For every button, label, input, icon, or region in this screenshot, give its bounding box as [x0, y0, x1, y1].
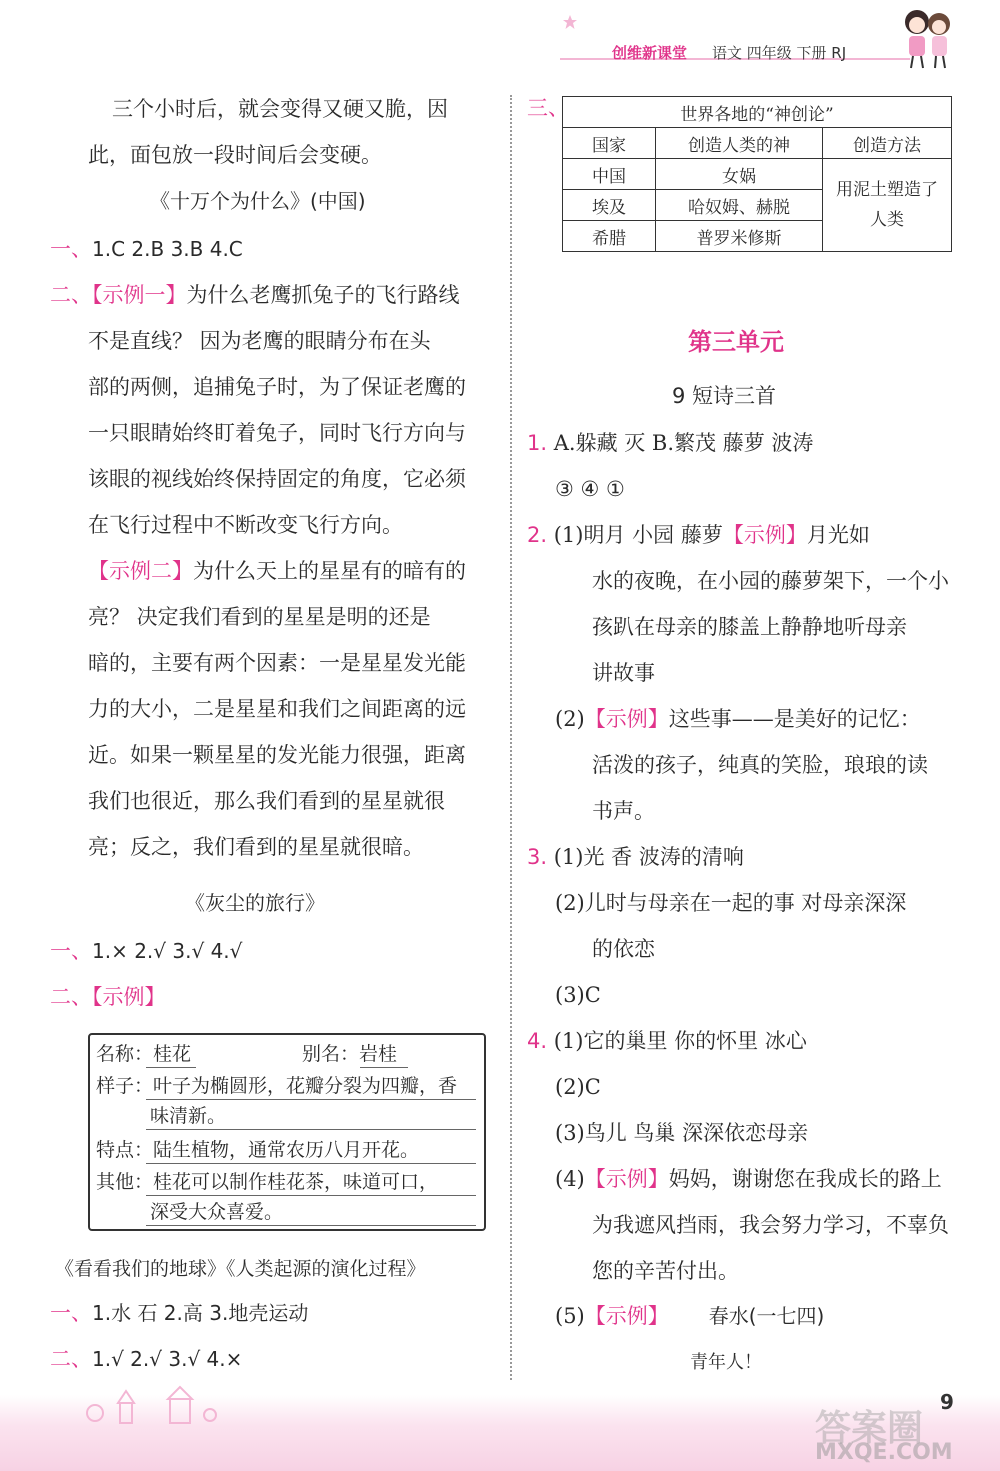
- star-icon: [562, 14, 578, 30]
- answer-text: 1.C 2.B 3.B 4.C: [92, 237, 243, 261]
- table-cell-method: 用泥土塑造了人类: [823, 159, 952, 252]
- creation-myth-table: [562, 96, 952, 252]
- example-tag: 【示例】: [584, 1167, 669, 1191]
- answer-number: 4.: [527, 1029, 548, 1053]
- text-line: (3)C: [555, 983, 601, 1007]
- answer-row: [527, 519, 870, 551]
- underline: [146, 1195, 476, 1196]
- text-line: 孩趴在母亲的膝盖上静静地听母亲: [592, 615, 907, 639]
- table-cell: 哈奴姆、赫脱: [656, 190, 823, 221]
- underline: [146, 1099, 476, 1100]
- card-row: 味清新。: [150, 1105, 227, 1127]
- answer-row: [527, 1025, 807, 1057]
- table-header: 国家: [563, 128, 656, 159]
- answer-text: 为什么天上的星星有的暗有的: [193, 559, 466, 583]
- text-line: 亮；反之，我们看到的星星就很暗。: [88, 835, 424, 859]
- card-row: 样子：叶子为椭圆形，花瓣分裂为四瓣，香: [96, 1075, 458, 1097]
- text-line: 我们也很近，那么我们看到的星星就很: [88, 789, 445, 813]
- answer-row: [50, 935, 242, 967]
- answer-number: 2.: [527, 523, 548, 547]
- answer-text: 妈妈，谢谢您在我成长的路上: [668, 1167, 942, 1191]
- card-row: 其他：桂花可以制作桂花茶，味道可口，: [96, 1171, 439, 1193]
- text-line: 活泼的孩子，纯真的笑脸，琅琅的读: [592, 753, 928, 777]
- answer-text: (1)明月 小园 藤萝: [553, 523, 723, 547]
- question-label: 二、: [50, 1347, 92, 1371]
- card-name: 名称：桂花: [96, 1043, 192, 1065]
- text-line: 为我遮风挡雨，我会努力学习，不辜负: [592, 1213, 949, 1237]
- answer-text: (1)光 香 波涛的清响: [553, 845, 744, 869]
- card-row: [96, 1039, 191, 1069]
- section-title: 《灰尘的旅行》: [185, 891, 325, 915]
- brand-name: 创维新课堂: [612, 44, 688, 62]
- table-header: 创造人类的神: [656, 128, 823, 159]
- poem-title: 春水(一七四): [708, 1304, 825, 1328]
- answer-text: (1)它的巢里 你的怀里 冰心: [553, 1029, 807, 1053]
- answer-text: 1.× 2.√ 3.√ 4.√: [92, 939, 243, 963]
- answer-text: 为什么老鹰抓兔子的飞行路线: [186, 283, 460, 307]
- section-title: 《看看我们的地球》《人类起源的演化过程》: [55, 1258, 426, 1280]
- text-line: 在飞行过程中不断改变飞行方向。: [88, 513, 403, 537]
- text-line: 力的大小，二是星星和我们之间距离的远: [88, 697, 466, 721]
- text-line: 近。如果一颗星星的发光能力很强，距离: [88, 743, 466, 767]
- table-header: 创造方法: [823, 128, 952, 159]
- text-line: 一只眼睛始终盯着兔子，同时飞行方向与: [88, 421, 466, 445]
- answer-text: (4): [555, 1167, 585, 1191]
- text-line: 部的两侧，追捕兔子时，为了保证老鹰的: [88, 375, 466, 399]
- text-line: 亮？ 决定我们看到的星星是明的还是: [88, 605, 431, 629]
- question-label: 一、: [50, 1301, 92, 1325]
- table-cell: 普罗米修斯: [656, 221, 823, 252]
- text-line: 书声。: [592, 799, 655, 823]
- answer-text: (2): [555, 707, 585, 731]
- table-cell: 中国: [563, 159, 656, 190]
- example-tag: 【示例】: [584, 707, 669, 731]
- underline: [146, 1129, 476, 1130]
- answer-text: A.躲藏 灭 B.繁茂 藤萝 波涛: [553, 431, 814, 455]
- answer-row: [527, 427, 813, 459]
- answer-row: [50, 981, 166, 1013]
- answer-row: [50, 279, 460, 311]
- card-row: 特点：陆生植物，通常农历八月开花。: [96, 1139, 420, 1161]
- underline: [146, 1163, 476, 1164]
- unit-title: 第三单元: [688, 328, 784, 356]
- answer-row: [88, 555, 466, 587]
- table-cell: 女娲: [656, 159, 823, 190]
- question-label: 一、: [50, 939, 92, 963]
- answer-row: [555, 1300, 824, 1332]
- answer-text: 1.水 石 2.高 3.地壳运动: [92, 1301, 309, 1325]
- lesson-title: 9 短诗三首: [672, 384, 777, 408]
- answer-row: [555, 703, 921, 735]
- castle-decoration-icon: [80, 1385, 230, 1425]
- column-divider: [510, 95, 512, 1380]
- answer-text: 月光如: [806, 523, 870, 547]
- question-label: 三、: [527, 96, 569, 120]
- answer-number: 1.: [527, 431, 548, 455]
- section-title: 《十万个为什么》(中国): [150, 189, 366, 213]
- text-line: 暗的，主要有两个因素：一是星星发光能: [88, 651, 466, 675]
- answer-text: (5): [555, 1304, 585, 1328]
- text-line: 不是直线？ 因为老鹰的眼睛分布在头: [88, 329, 431, 353]
- underline: [146, 1225, 476, 1226]
- underline: [360, 1067, 408, 1068]
- text-line: (3)鸟儿 鸟巢 深深依恋母亲: [555, 1121, 809, 1145]
- text-line: ③ ④ ①: [555, 477, 625, 501]
- table-title: 世界各地的“神创论”: [563, 97, 952, 128]
- answer-row: [50, 233, 243, 265]
- plant-card: [88, 1033, 486, 1231]
- question-label: 一、: [50, 237, 92, 261]
- example-tag: 【示例一】: [92, 283, 187, 307]
- text-line: (2)儿时与母亲在一起的事 对母亲深深: [555, 891, 907, 915]
- text-line: 讲故事: [592, 661, 655, 685]
- answer-number: 3.: [527, 845, 548, 869]
- answer-row: [555, 1163, 942, 1195]
- question-label: 二、: [50, 985, 92, 1009]
- text-line: (2)C: [555, 1075, 601, 1099]
- page-number: 9: [940, 1390, 954, 1414]
- answer-row: [527, 841, 744, 873]
- answer-text: 1.√ 2.√ 3.√ 4.×: [92, 1347, 243, 1371]
- question-label: 二、: [50, 283, 92, 307]
- example-tag: 【示例二】: [88, 559, 193, 583]
- table-cell: 希腊: [563, 221, 656, 252]
- watermark: 答案圈: [815, 1408, 924, 1449]
- answer-text: 这些事——是美好的记忆：: [668, 707, 921, 731]
- answer-row: [50, 1297, 308, 1329]
- example-tag: 【示例】: [722, 523, 807, 547]
- poem-line: 青年人！: [690, 1352, 762, 1373]
- underline: [146, 1067, 196, 1068]
- text-line: 水的夜晚，在小园的藤萝架下，一个小: [592, 569, 949, 593]
- text-line: 三个小时后，就会变得又硬又脆，因: [112, 97, 448, 121]
- example-tag: 【示例】: [584, 1304, 669, 1328]
- text-line: 该眼的视线始终保持固定的角度，它必须: [88, 467, 466, 491]
- text-line: 您的辛苦付出。: [592, 1259, 739, 1283]
- mascot-icon: [895, 2, 959, 72]
- text-line: 的依恋: [592, 937, 655, 961]
- card-row: 深受大众喜爱。: [150, 1201, 284, 1223]
- card-alias: 别名：岩桂: [302, 1043, 398, 1065]
- text-line: 此，面包放一段时间后会变硬。: [88, 143, 382, 167]
- example-tag: 【示例】: [92, 985, 166, 1009]
- table-cell: 埃及: [563, 190, 656, 221]
- answer-row: [50, 1343, 242, 1375]
- watermark-url: MXQE.COM: [815, 1440, 953, 1465]
- subject-label: 语文 四年级 下册 RJ: [712, 44, 847, 62]
